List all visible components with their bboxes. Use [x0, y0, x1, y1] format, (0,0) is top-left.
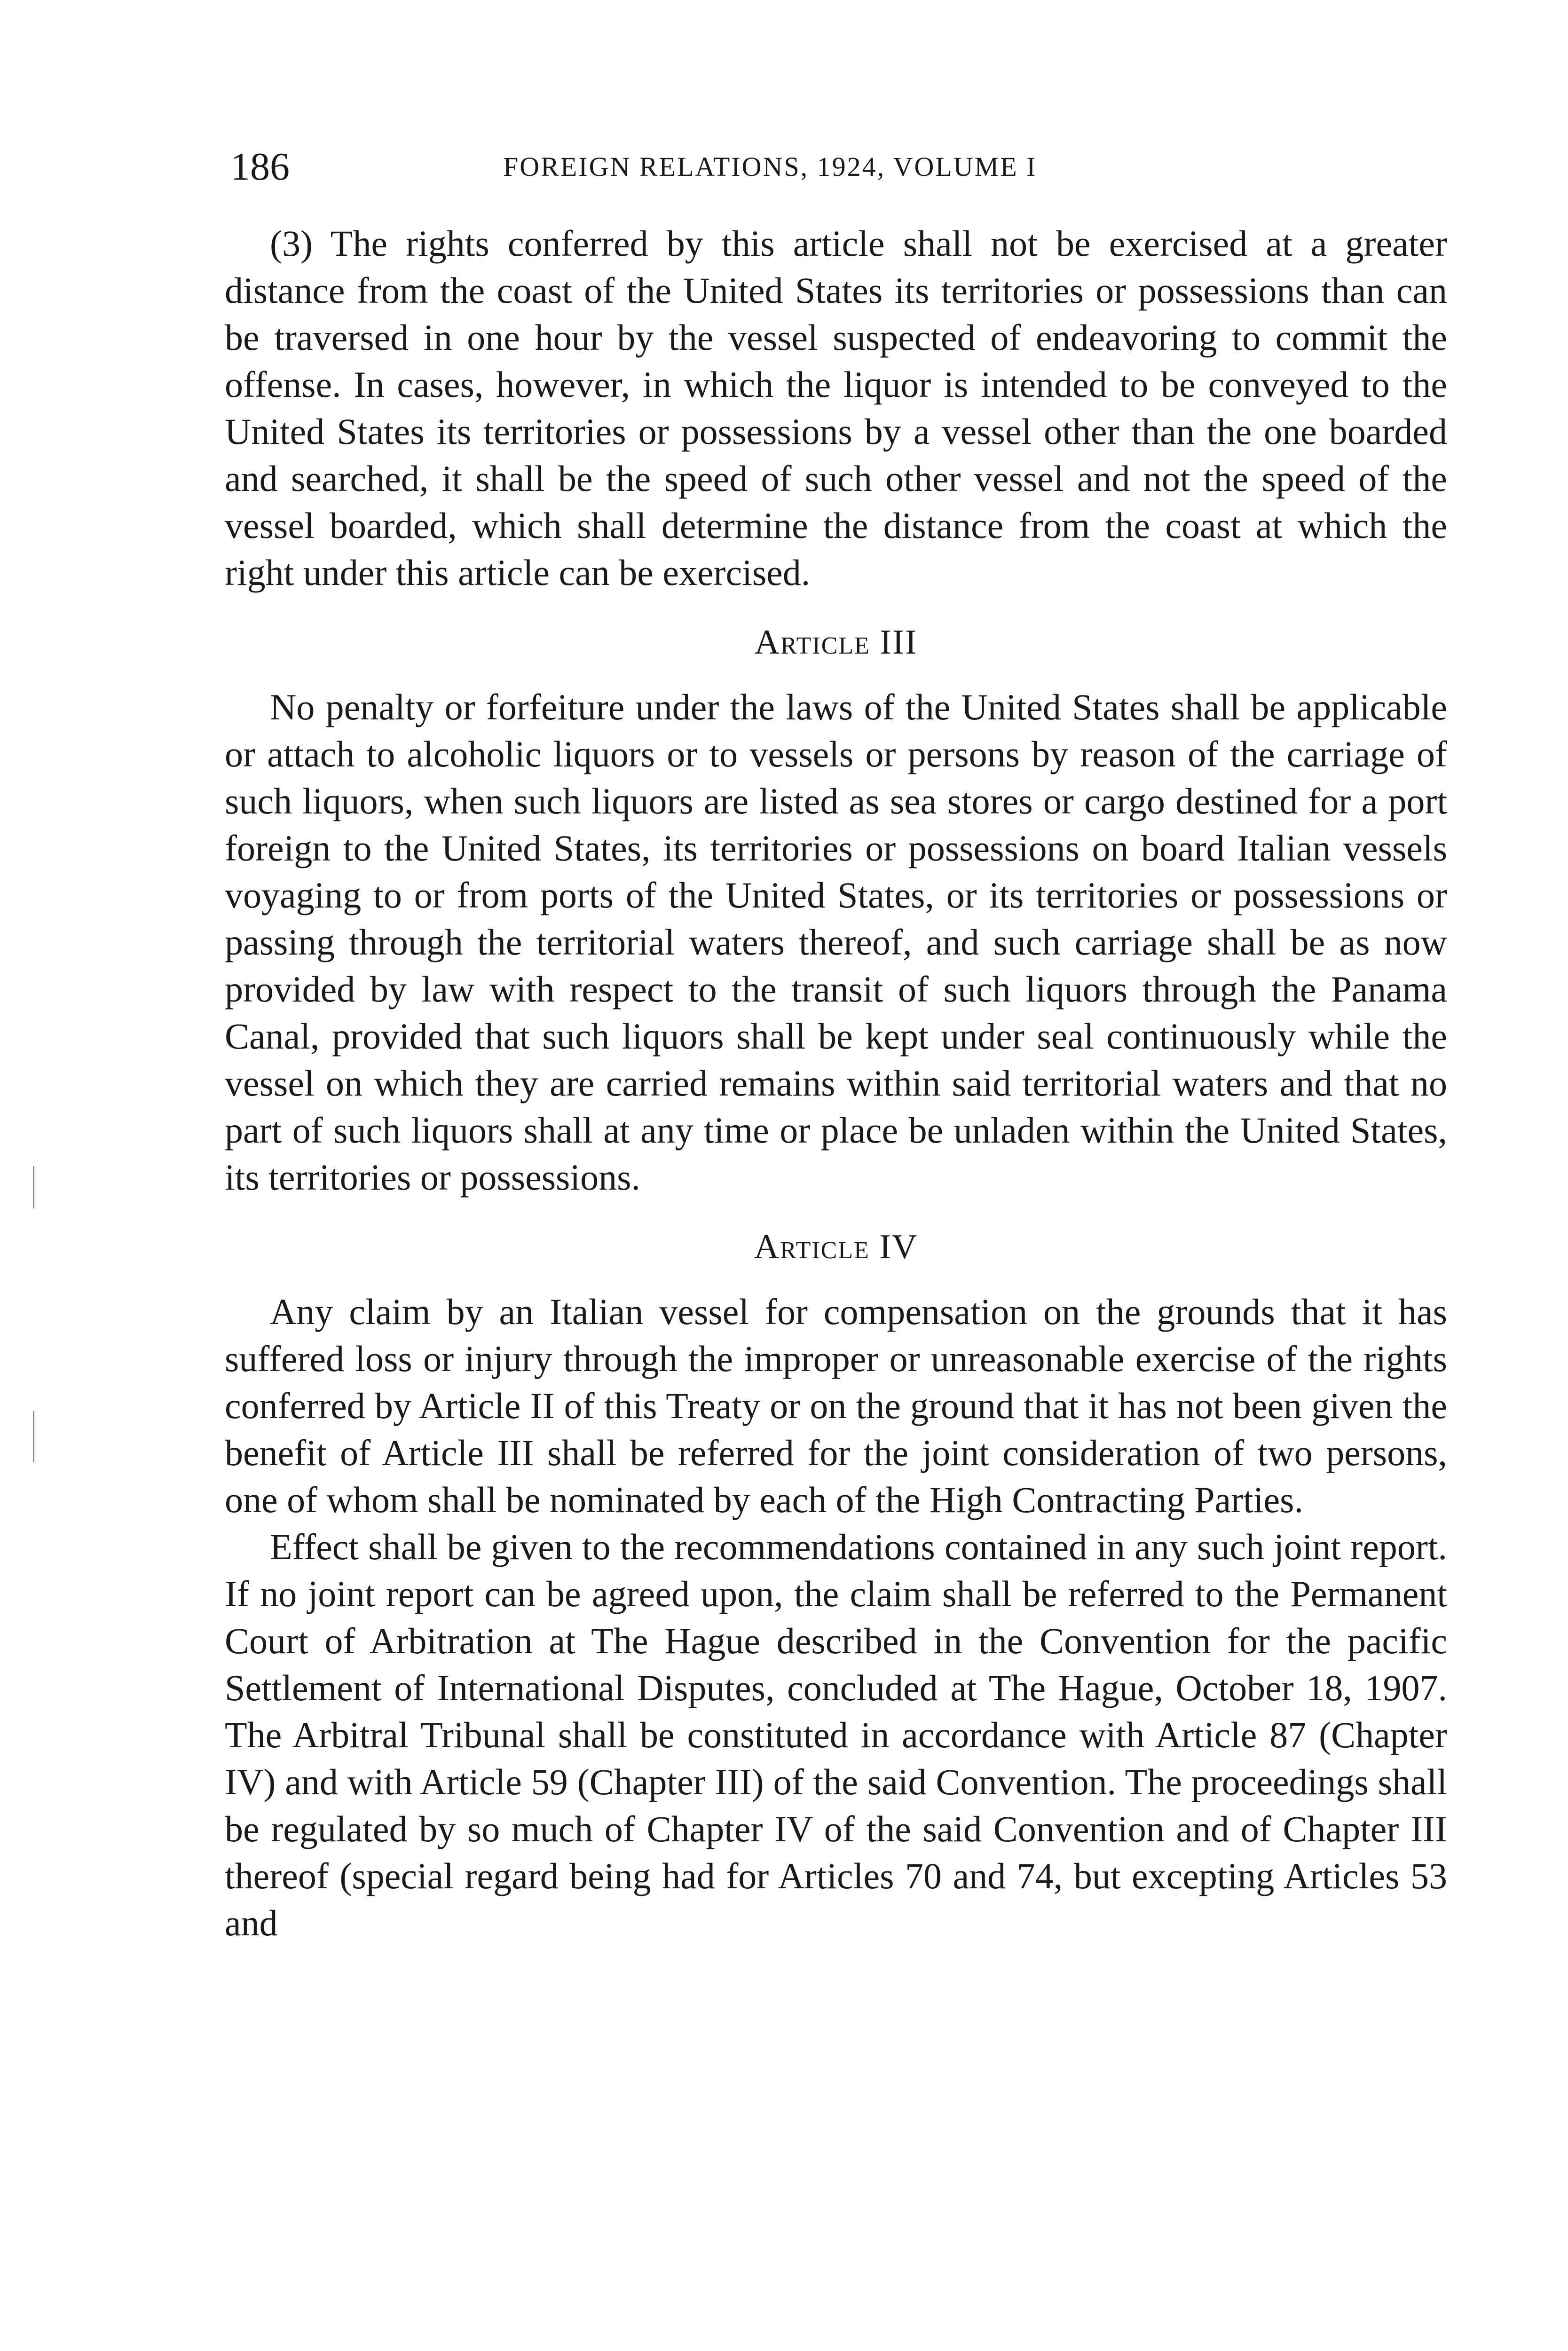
scan-mark — [33, 1166, 34, 1208]
scan-mark — [33, 1411, 34, 1462]
body-text — [225, 220, 1447, 1947]
article-iv-heading: Article IV — [754, 1228, 918, 1266]
paragraph-3: (3) The rights conferred by this article shall not be exercised at a greater distance from the coast of the United States its territories or possessions than can be traversed in one hour by the vessel suspected of endeavoring to commit the offense. In cases, however, in which the liquor is intended to be conveyed to the United States its territories or possessions by a vessel other than the one boarded and searched, it shall be the speed of such other vessel and not the speed of the vessel boarded, which shall determine the distance from the coast at which the right under this article can be exercised. — [225, 223, 1447, 593]
article-iii-paragraph: No penalty or forfeiture under the laws of the United States shall be applicable or attach to alcoholic liquors or to vessels or persons by reason of the carriage of such liquors, when such liquors are listed as sea stores or cargo destined for a port foreign to the United States, its territories or possessions on board Italian vessels voyaging to or from ports of the United States, or its territories or possessions or passing through the territorial waters thereof, and such carriage shall be as now provided by law with respect to the transit of such liquors through the Panama Canal, provided that such liquors shall be kept under seal continuously while the vessel on which they are carried remains within said territorial waters and that no part of such liquors shall at any time or place be unladen within the United States, its territories or possessions. — [225, 686, 1447, 1198]
article-iv-paragraph-2: Effect shall be given to the recommendations contained in any such joint report. If no joint report can be agreed upon, the claim shall be referred to the Permanent Court of Arbitration at The Hague described in the Convention for the pacific Settlement of International Disputes, concluded at The Hague, October 18, 1907. The Arbitral Tribunal shall be constituted in accordance with Article 87 (Chapter IV) and with Article 59 (Chapter III) of the said Convention. The proceedings shall be regulated by so much of Chapter IV of the said Convention and of Chapter III thereof (special regard being had for Articles 70 and 74, but excepting Articles 53 and — [225, 1526, 1447, 1943]
page-number: 186 — [230, 145, 290, 189]
article-iv-paragraph-1: Any claim by an Italian vessel for compensation on the grounds that it has suffered loss or injury through the improper or unreasonable exercise of the rights conferred by Article II of this Treaty or on the ground that it has not been given the benefit of Article III shall be referred for the joint consideration of two persons, one of whom shall be nominated by each of the High Contracting Parties. — [225, 1291, 1447, 1520]
running-head — [230, 141, 1476, 193]
article-iii-heading: Article III — [754, 623, 918, 662]
running-head-title: FOREIGN RELATIONS, 1924, VOLUME I — [503, 151, 1037, 182]
